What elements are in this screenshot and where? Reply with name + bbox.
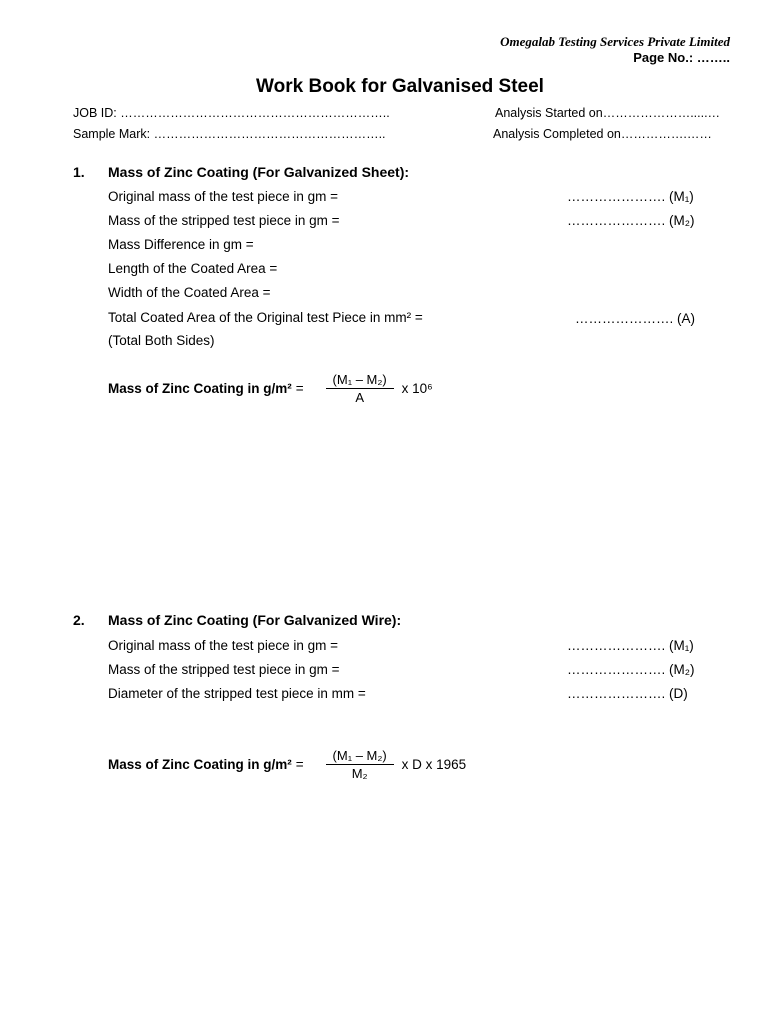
section-1-title: Mass of Zinc Coating (For Galvanized Sheet):	[108, 164, 410, 180]
s1-width-label: Width of the Coated Area =	[108, 285, 271, 300]
s2-formula-equals: =	[295, 757, 304, 772]
s1-formula-fraction	[326, 372, 394, 405]
s1-formula-equals: =	[295, 381, 304, 396]
s2-diameter-value: …………………. (D)	[567, 686, 688, 701]
s1-formula-numerator: (M₁ – M₂)	[326, 372, 394, 389]
s2-formula-multiplier: x D x 1965	[401, 757, 467, 772]
s2-formula-numerator: (M₁ – M₂)	[326, 748, 394, 765]
s2-formula-denominator: M₂	[351, 766, 368, 781]
company-name: Omegalab Testing Services Private Limited	[500, 34, 730, 49]
s2-original-mass-value: …………………. (M₁)	[567, 638, 694, 653]
page-number: Page No.: ……..	[633, 50, 730, 65]
s2-stripped-mass-value: …………………. (M₂)	[567, 662, 695, 677]
s1-original-mass-label: Original mass of the test piece in gm =	[108, 189, 338, 204]
page-title: Work Book for Galvanised Steel	[256, 76, 544, 97]
s1-original-mass-value: …………………. (M₁)	[567, 189, 694, 204]
s1-total-area-value: …………………. (A)	[575, 311, 695, 326]
s1-formula	[108, 372, 433, 405]
s2-formula-fraction	[326, 748, 394, 781]
s1-formula-multiplier: x 10⁶	[401, 381, 433, 396]
section-1-number: 1.	[73, 164, 85, 180]
s2-diameter-label: Diameter of the stripped test piece in mm =	[108, 686, 366, 701]
s2-original-mass-label: Original mass of the test piece in gm =	[108, 638, 338, 653]
s1-formula-label: Mass of Zinc Coating in g/m²	[108, 381, 292, 396]
s2-formula-label: Mass of Zinc Coating in g/m²	[108, 757, 292, 772]
s1-formula-denominator: A	[355, 390, 364, 405]
s1-stripped-mass-label: Mass of the stripped test piece in gm =	[108, 213, 340, 228]
job-id-field: JOB ID: ………………………………………………………..	[73, 106, 390, 120]
s1-stripped-mass-value: …………………. (M₂)	[567, 213, 695, 228]
section-2-number: 2.	[73, 612, 85, 628]
s2-stripped-mass-label: Mass of the stripped test piece in gm =	[108, 662, 340, 677]
s1-mass-difference-label: Mass Difference in gm =	[108, 237, 254, 252]
analysis-completed-field: Analysis Completed on…………….……	[493, 127, 712, 141]
s1-total-both-sides-note: (Total Both Sides)	[108, 333, 215, 348]
s2-formula	[108, 748, 466, 781]
section-2-title: Mass of Zinc Coating (For Galvanized Wire):	[108, 612, 402, 628]
s1-length-label: Length of the Coated Area =	[108, 261, 278, 276]
s1-total-area-label: Total Coated Area of the Original test Piece in mm² =	[108, 310, 423, 325]
sample-mark-field: Sample Mark: ………………………………………………..	[73, 127, 386, 141]
analysis-started-field: Analysis Started on………………….....…	[495, 106, 721, 120]
